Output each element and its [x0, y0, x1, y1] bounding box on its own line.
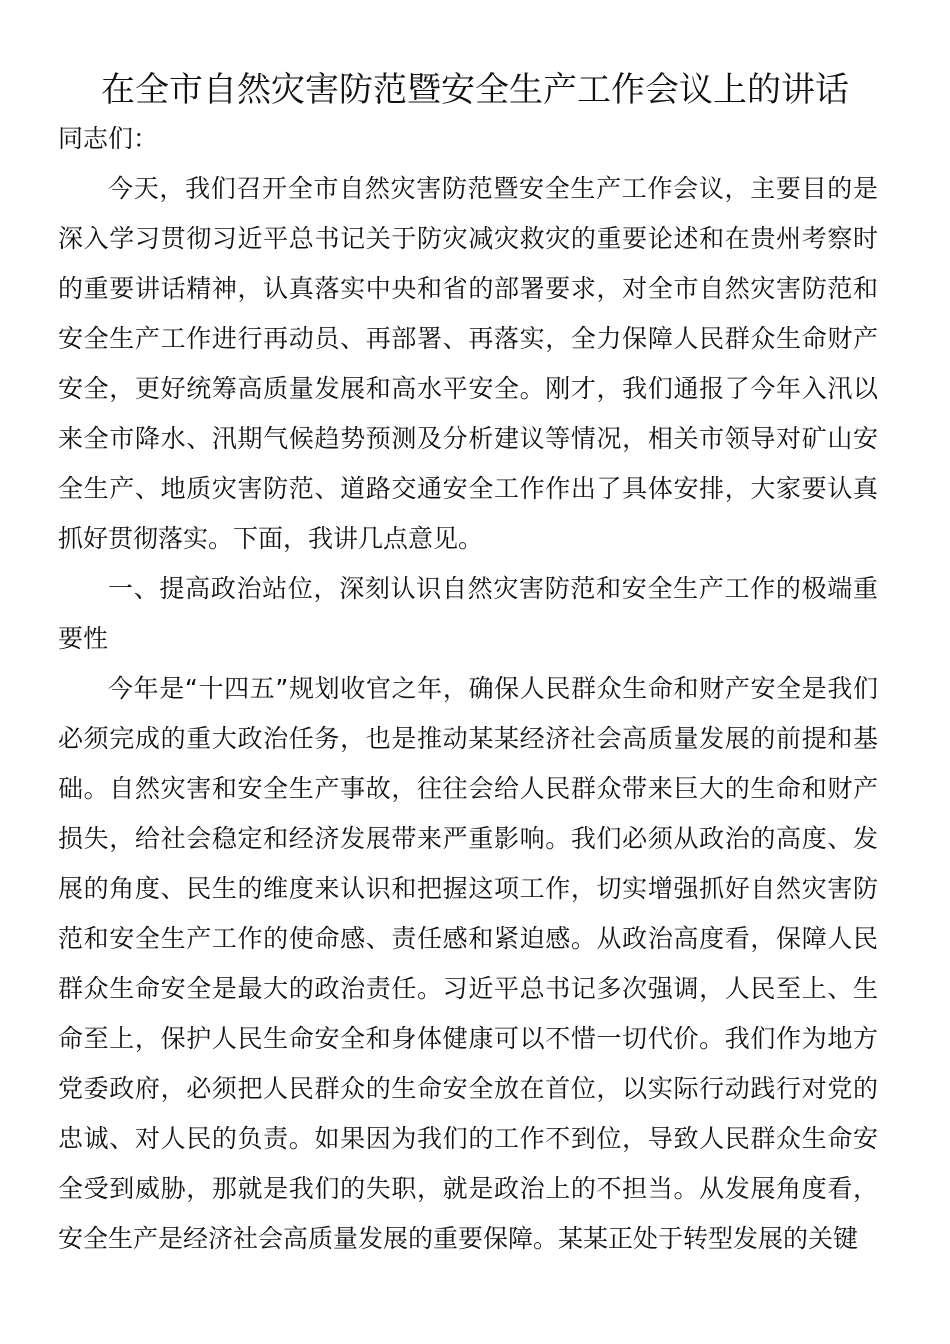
intro-paragraph: 今天，我们召开全市自然灾害防范暨安全生产工作会议，主要目的是深入学习贯彻习近平总书记关于防灾减灾救灾的重要论述和在贵州考察时的重要讲话精神，认真落实中央和省的部署要求，对全市自然灾害防范和安全生产工作进行再动员、再部署、再落实，全力保障人民群众生命财产安全，更好统筹高质量发展和高水平安全。刚才，我们通报了今年入汛以来全市降水、汛期气候趋势预测及分析建议等情况，相关市领导对矿山安全生产、地质灾害防范、道路交通安全工作作出了具体安排，大家要认真抓好贯彻落实。下面，我讲几点意见。	[58, 174, 878, 553]
salutation: 同志们：	[58, 124, 159, 153]
section-heading: 一、提高政治站位，深刻认识自然灾害防范和安全生产工作的极端重要性	[58, 574, 878, 653]
section-paragraph: 今年是“十四五”规划收官之年，确保人民群众生命和财产安全是我们必须完成的重大政治任务，也是推动某某经济社会高质量发展的前提和基础。自然灾害和安全生产事故，往往会给人民群众带来巨大的生命和财产损失，给社会稳定和经济发展带来严重影响。我们必须从政治的高度、发展的角度、民生的维度来认识和把握这项工作，切实增强抓好自然灾害防范和安全生产工作的使命感、责任感和紧迫感。从政治高度看，保障人民群众生命安全是最大的政治责任。习近平总书记多次强调，人民至上、生命至上，保护人民生命安全和身体健康可以不惜一切代价。我们作为地方党委政府，必须把人民群众的生命安全放在首位，以实际行动践行对党的忠诚、对人民的负责。如果因为我们的工作不到位，导致人民群众生命安全受到威胁，那就是我们的失职，就是政治上的不担当。从发展角度看，安全生产是经济社会高质量发展的重要保障。某某正处于转型发展的关键	[58, 674, 878, 1253]
document-title: 在全市自然灾害防范暨安全生产工作会议上的讲话	[101, 70, 849, 110]
document-body	[58, 114, 878, 1264]
